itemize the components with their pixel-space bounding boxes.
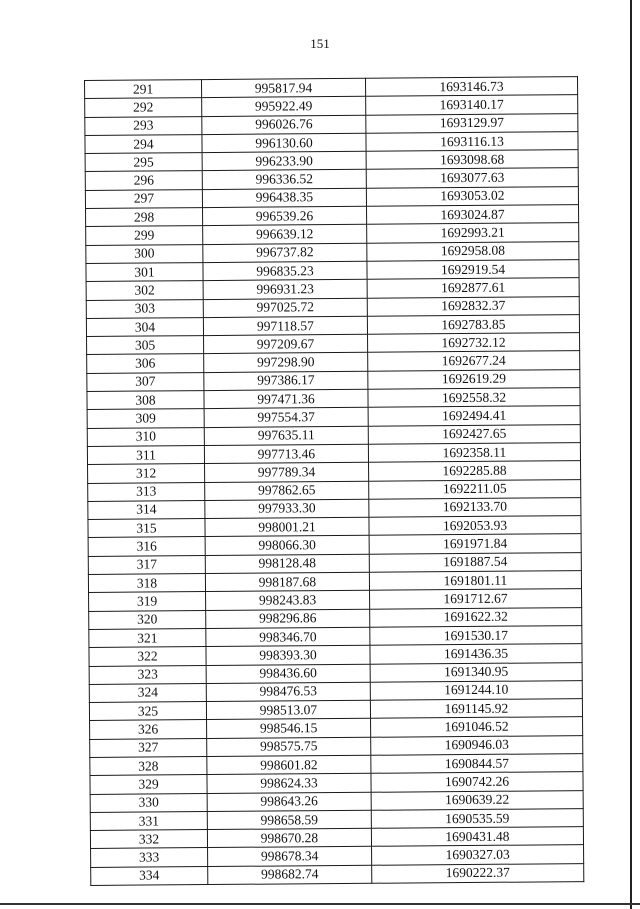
- point-number-cell: 331: [90, 811, 207, 830]
- scan-edge-right: [630, 0, 632, 909]
- y-coordinate-cell: 1693077.63: [366, 168, 578, 188]
- x-coordinate-cell: 996835.23: [203, 261, 367, 281]
- x-coordinate-cell: 998346.70: [206, 627, 370, 647]
- point-number-cell: 319: [89, 592, 206, 611]
- point-number-cell: 333: [91, 848, 208, 867]
- scan-edge-bottom: [0, 903, 640, 905]
- point-number-cell: 329: [90, 775, 207, 794]
- x-coordinate-cell: 998296.86: [206, 609, 370, 629]
- y-coordinate-cell: 1691145.92: [370, 699, 582, 719]
- point-number-cell: 303: [86, 299, 203, 318]
- x-coordinate-cell: 996026.76: [202, 115, 366, 135]
- point-number-cell: 292: [85, 98, 202, 117]
- x-coordinate-cell: 998476.53: [206, 682, 370, 702]
- page-number: 151: [310, 36, 330, 51]
- x-coordinate-cell: 996438.35: [202, 188, 366, 208]
- point-number-cell: 321: [89, 628, 206, 647]
- x-coordinate-cell: 998670.28: [207, 828, 371, 848]
- x-coordinate-cell: 998513.07: [206, 700, 370, 720]
- x-coordinate-cell: 998682.74: [208, 865, 372, 885]
- point-number-cell: 311: [87, 446, 204, 465]
- y-coordinate-cell: 1692832.37: [367, 296, 579, 316]
- x-coordinate-cell: 997386.17: [204, 371, 368, 391]
- y-coordinate-cell: 1690946.03: [371, 735, 583, 755]
- point-number-cell: 295: [85, 153, 202, 172]
- x-coordinate-cell: 996639.12: [203, 225, 367, 245]
- x-coordinate-cell: 998066.30: [205, 536, 369, 556]
- y-coordinate-cell: 1690327.03: [372, 845, 584, 865]
- point-number-cell: 320: [89, 610, 206, 629]
- y-coordinate-cell: 1693098.68: [366, 150, 578, 170]
- point-number-cell: 325: [89, 702, 206, 721]
- y-coordinate-cell: 1692677.24: [368, 351, 580, 371]
- y-coordinate-cell: 1692558.32: [368, 388, 580, 408]
- point-number-cell: 330: [90, 793, 207, 812]
- coordinates-table: [84, 76, 584, 886]
- x-coordinate-cell: 998643.26: [207, 792, 371, 812]
- y-coordinate-cell: 1692285.88: [369, 461, 581, 481]
- x-coordinate-cell: 998393.30: [206, 645, 370, 665]
- x-coordinate-cell: 995817.94: [202, 78, 366, 98]
- x-coordinate-cell: 997471.36: [204, 389, 368, 409]
- point-number-cell: 304: [86, 317, 203, 336]
- point-number-cell: 334: [91, 866, 208, 885]
- y-coordinate-cell: 1691801.11: [369, 571, 581, 591]
- coordinates-table-body: [85, 77, 584, 886]
- point-number-cell: 315: [88, 519, 205, 538]
- point-number-cell: 316: [88, 537, 205, 556]
- x-coordinate-cell: 998624.33: [207, 774, 371, 794]
- x-coordinate-cell: 997298.90: [204, 353, 368, 373]
- x-coordinate-cell: 997118.57: [203, 316, 367, 336]
- point-number-cell: 309: [87, 409, 204, 428]
- y-coordinate-cell: 1693053.02: [366, 186, 578, 206]
- y-coordinate-cell: 1693140.17: [366, 95, 578, 115]
- x-coordinate-cell: 998658.59: [207, 810, 371, 830]
- x-coordinate-cell: 998001.21: [205, 517, 369, 537]
- y-coordinate-cell: 1692211.05: [369, 479, 581, 499]
- y-coordinate-cell: 1690535.59: [371, 808, 583, 828]
- y-coordinate-cell: 1692732.12: [368, 333, 580, 353]
- x-coordinate-cell: 998128.48: [205, 554, 369, 574]
- y-coordinate-cell: 1692919.54: [367, 260, 579, 280]
- x-coordinate-cell: 996539.26: [203, 206, 367, 226]
- y-coordinate-cell: 1691622.32: [370, 607, 582, 627]
- point-number-cell: 306: [87, 354, 204, 373]
- y-coordinate-cell: 1692993.21: [367, 223, 579, 243]
- point-number-cell: 314: [88, 500, 205, 519]
- point-number-cell: 322: [89, 647, 206, 666]
- y-coordinate-cell: 1692053.93: [369, 516, 581, 536]
- point-number-cell: 296: [85, 171, 202, 190]
- y-coordinate-cell: 1691530.17: [370, 626, 582, 646]
- point-number-cell: 332: [90, 830, 207, 849]
- y-coordinate-cell: 1693146.73: [365, 77, 577, 97]
- y-coordinate-cell: 1693116.13: [366, 132, 578, 152]
- point-number-cell: 298: [86, 208, 203, 227]
- y-coordinate-cell: 1690844.57: [371, 754, 583, 774]
- y-coordinate-cell: 1691046.52: [371, 717, 583, 737]
- y-coordinate-cell: 1691244.10: [370, 680, 582, 700]
- point-number-cell: 326: [90, 720, 207, 739]
- x-coordinate-cell: 995922.49: [202, 97, 366, 117]
- y-coordinate-cell: 1691887.54: [369, 552, 581, 572]
- point-number-cell: 317: [88, 555, 205, 574]
- y-coordinate-cell: 1692427.65: [368, 424, 580, 444]
- x-coordinate-cell: 997713.46: [204, 444, 368, 464]
- y-coordinate-cell: 1692619.29: [368, 369, 580, 389]
- x-coordinate-cell: 998187.68: [205, 572, 369, 592]
- x-coordinate-cell: 998575.75: [207, 737, 371, 757]
- x-coordinate-cell: 997025.72: [203, 298, 367, 318]
- x-coordinate-cell: 997635.11: [204, 426, 368, 446]
- table-row: [91, 863, 584, 885]
- y-coordinate-cell: 1692358.11: [368, 443, 580, 463]
- point-number-cell: 297: [85, 189, 202, 208]
- x-coordinate-cell: 996336.52: [202, 170, 366, 190]
- x-coordinate-cell: 997862.65: [205, 481, 369, 501]
- point-number-cell: 312: [88, 464, 205, 483]
- point-number-cell: 310: [87, 427, 204, 446]
- point-number-cell: 313: [88, 482, 205, 501]
- y-coordinate-cell: 1692877.61: [367, 278, 579, 298]
- y-coordinate-cell: 1692133.70: [369, 497, 581, 517]
- x-coordinate-cell: 998601.82: [207, 755, 371, 775]
- y-coordinate-cell: 1691340.95: [370, 662, 582, 682]
- x-coordinate-cell: 996130.60: [202, 133, 366, 153]
- point-number-cell: 299: [86, 226, 203, 245]
- y-coordinate-cell: 1691436.35: [370, 644, 582, 664]
- point-number-cell: 302: [86, 281, 203, 300]
- point-number-cell: 291: [85, 80, 202, 99]
- y-coordinate-cell: 1690639.22: [371, 790, 583, 810]
- x-coordinate-cell: 997789.34: [205, 463, 369, 483]
- point-number-cell: 327: [90, 738, 207, 757]
- point-number-cell: 293: [85, 116, 202, 135]
- y-coordinate-cell: 1693024.87: [367, 205, 579, 225]
- x-coordinate-cell: 998678.34: [208, 847, 372, 867]
- y-coordinate-cell: 1690431.48: [371, 827, 583, 847]
- x-coordinate-cell: 996737.82: [203, 243, 367, 263]
- y-coordinate-cell: 1692958.08: [367, 241, 579, 261]
- y-coordinate-cell: 1690222.37: [372, 863, 584, 883]
- y-coordinate-cell: 1691971.84: [369, 534, 581, 554]
- x-coordinate-cell: 997554.37: [204, 408, 368, 428]
- point-number-cell: 318: [88, 574, 205, 593]
- point-number-cell: 294: [85, 134, 202, 153]
- point-number-cell: 307: [87, 372, 204, 391]
- point-number-cell: 308: [87, 391, 204, 410]
- x-coordinate-cell: 998243.83: [206, 591, 370, 611]
- y-coordinate-cell: 1690742.26: [371, 772, 583, 792]
- x-coordinate-cell: 996931.23: [203, 280, 367, 300]
- y-coordinate-cell: 1691712.67: [370, 589, 582, 609]
- y-coordinate-cell: 1692494.41: [368, 406, 580, 426]
- point-number-cell: 323: [89, 665, 206, 684]
- x-coordinate-cell: 997933.30: [205, 499, 369, 519]
- y-coordinate-cell: 1693129.97: [366, 113, 578, 133]
- point-number-cell: 301: [86, 263, 203, 282]
- y-coordinate-cell: 1692783.85: [367, 314, 579, 334]
- x-coordinate-cell: 998436.60: [206, 664, 370, 684]
- point-number-cell: 324: [89, 683, 206, 702]
- x-coordinate-cell: 996233.90: [202, 151, 366, 171]
- point-number-cell: 328: [90, 757, 207, 776]
- x-coordinate-cell: 997209.67: [204, 334, 368, 354]
- point-number-cell: 305: [87, 336, 204, 355]
- point-number-cell: 300: [86, 244, 203, 263]
- x-coordinate-cell: 998546.15: [207, 719, 371, 739]
